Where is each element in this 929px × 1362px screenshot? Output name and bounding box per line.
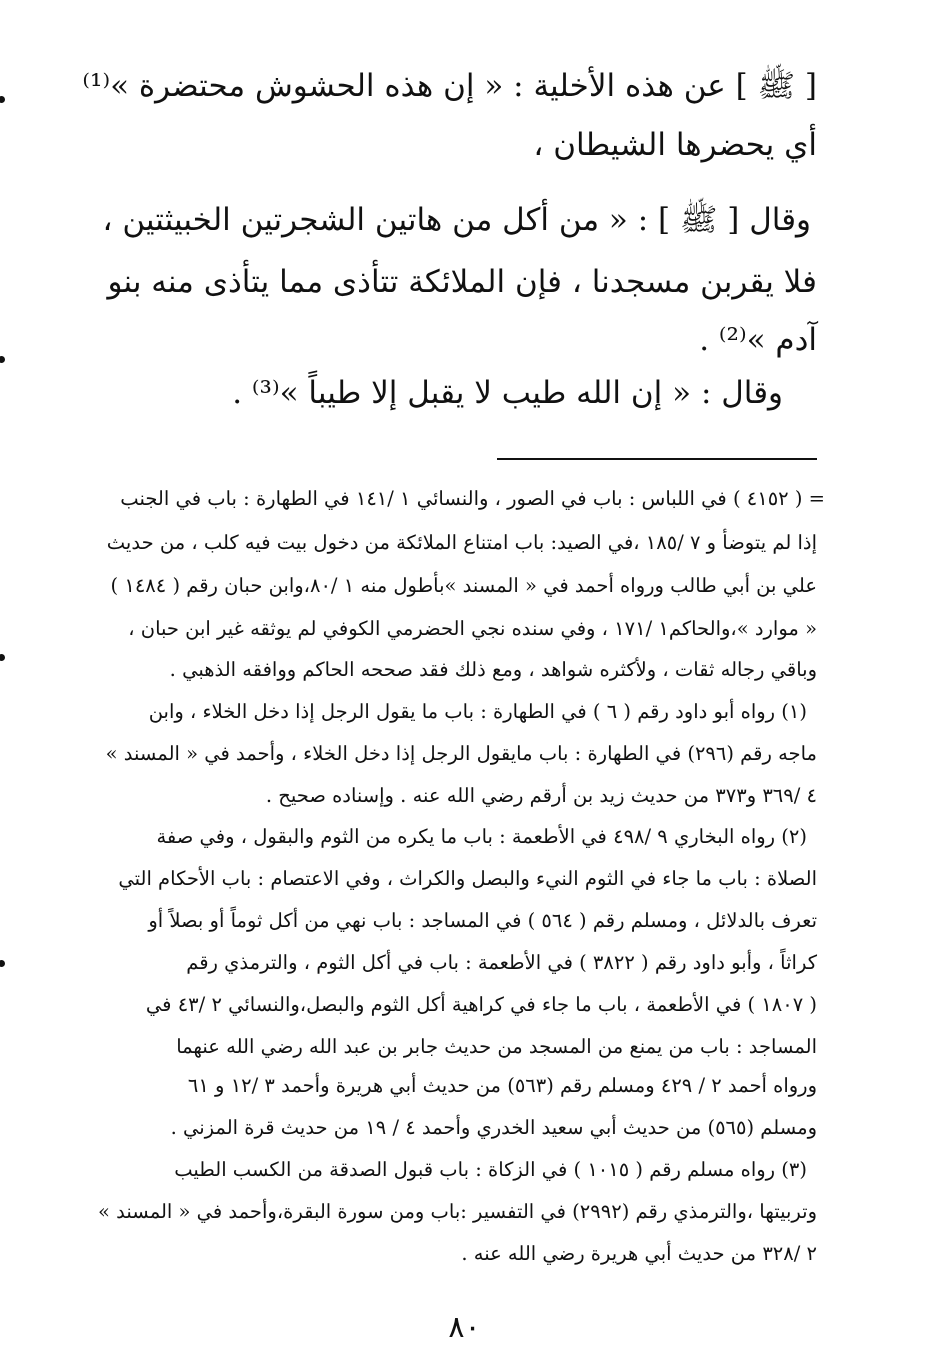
footnote-line-13: ( ١٨٠٧ ) في الأطعمة ، باب ما جاء في كراهية أكل الثوم والبصل،والنسائي ٢ /٤٣ في bbox=[145, 993, 817, 1016]
footnote-line-11: تعرف بالدلائل ، ومسلم رقم ( ٥٦٤ ) في المساجد : باب نهي من أكل ثوماً أو بصلاً أو bbox=[148, 909, 817, 932]
main-text-line-4: فلا يقربن مسجدنا ، فإن الملائكة تتأذى مما يتأذى منه بنو bbox=[107, 264, 817, 300]
footnote-line-16: ومسلم (٥٦٥) من حديث أبي سعيد الخدري وأحمد ٤ / ١٩ من حديث قرة المزني . bbox=[170, 1116, 817, 1139]
footnote-line-18: وتربيتها ،والترمذي رقم (٢٩٩٢) في التفسير :باب ومن سورة البقرة،وأحمد في « المسند » bbox=[98, 1200, 817, 1223]
page-number: ٨٠ bbox=[448, 1310, 481, 1345]
footnote-line-15: ورواه أحمد ٢ / ٤٢٩ ومسلم رقم (٥٦٣) من حديث أبي هريرة وأحمد ٣ /١٢ و ٦١ bbox=[187, 1074, 817, 1097]
margin-mark bbox=[0, 960, 5, 967]
footnote-line-2: إذا لم يتوضأ و ٧ /١٨٥ ،في الصيد: باب امتناع الملائكة من دخول بيت فيه كلب ، من حديث bbox=[106, 531, 817, 554]
footnote-separator bbox=[497, 458, 817, 460]
main-text-line-5: آدم »⁽²⁾ . bbox=[699, 322, 817, 358]
main-text-line-2: أي يحضرها الشيطان ، bbox=[533, 127, 817, 163]
footnote-line-1: = ( ٤١٥٢ ) في اللباس : باب في الصور ، والنسائي ١ /١٤١ في الطهارة : باب في الجنب bbox=[120, 487, 825, 510]
footnote-line-10: الصلاة : باب ما جاء في الثوم النيء والبصل والكراث ، وفي الاعتصام : باب الأحكام التي bbox=[118, 867, 817, 890]
footnote-line-6: (١) رواه أبو داود رقم ( ٦ ) في الطهارة : باب ما يقول الرجل إذا دخل الخلاء ، وابن bbox=[148, 700, 807, 723]
main-text-line-6: وقال : « إن الله طيب لا يقبل إلا طيباً »⁽³⁾ . bbox=[232, 375, 783, 411]
margin-mark bbox=[0, 356, 5, 363]
footnote-line-9: (٢) رواه البخاري ٩ /٤٩٨ في الأطعمة : باب ما يكره من الثوم والبقول ، وفي صفة bbox=[156, 825, 807, 848]
footnote-line-14: المساجد : باب من يمنع من المسجد من حديث جابر بن عبد الله رضي الله عنهما bbox=[176, 1035, 817, 1058]
main-text-line-3: وقال [ ﷺ ] : « من أكل من هاتين الشجرتين الخبيثتين ، bbox=[102, 202, 811, 238]
footnote-line-5: وباقي رجاله ثقات ، ولأكثره شواهد ، ومع ذلك فقد صححه الحاكم ووافقه الذهبي . bbox=[169, 658, 817, 681]
footnote-line-4: « موارد »،والحاكم١ /١٧١ ، وفي سنده نجي الحضرمي الكوفي لم يوثقه غير ابن حبان ، bbox=[128, 617, 817, 640]
footnote-line-19: ٢ /٣٢٨ من حديث أبي هريرة رضي الله عنه . bbox=[461, 1242, 817, 1265]
margin-mark bbox=[0, 654, 5, 661]
margin-mark bbox=[0, 96, 5, 103]
footnote-line-8: ٤ /٣٦٩ و٣٧٣ من حديث زيد بن أرقم رضي الله عنه . وإسناده صحيح . bbox=[265, 784, 817, 807]
footnote-line-17: (٣) رواه مسلم رقم ( ١٠١٥ ) في الزكاة : باب قبول الصدقة من الكسب الطيب bbox=[174, 1158, 807, 1181]
footnote-line-3: علي بن أبي طالب ورواه أحمد في « المسند »بأطول منه ١ /٨٠،وابن حبان رقم ( ١٤٨٤ ) bbox=[110, 574, 817, 597]
footnote-line-7: ماجه رقم (٢٩٦) في الطهارة : باب مايقول الرجل إذا دخل الخلاء ، وأحمد في « المسند » bbox=[105, 742, 817, 765]
footnote-line-12: كراثاً ، وأبو داود رقم ( ٣٨٢٢ ) في الأطعمة : باب في أكل الثوم ، والترمذي رقم bbox=[186, 951, 817, 974]
main-text-line-1: [ ﷺ ] عن هذه الأخلية : « إن هذه الحشوش محتضرة »⁽¹⁾ bbox=[82, 68, 817, 104]
